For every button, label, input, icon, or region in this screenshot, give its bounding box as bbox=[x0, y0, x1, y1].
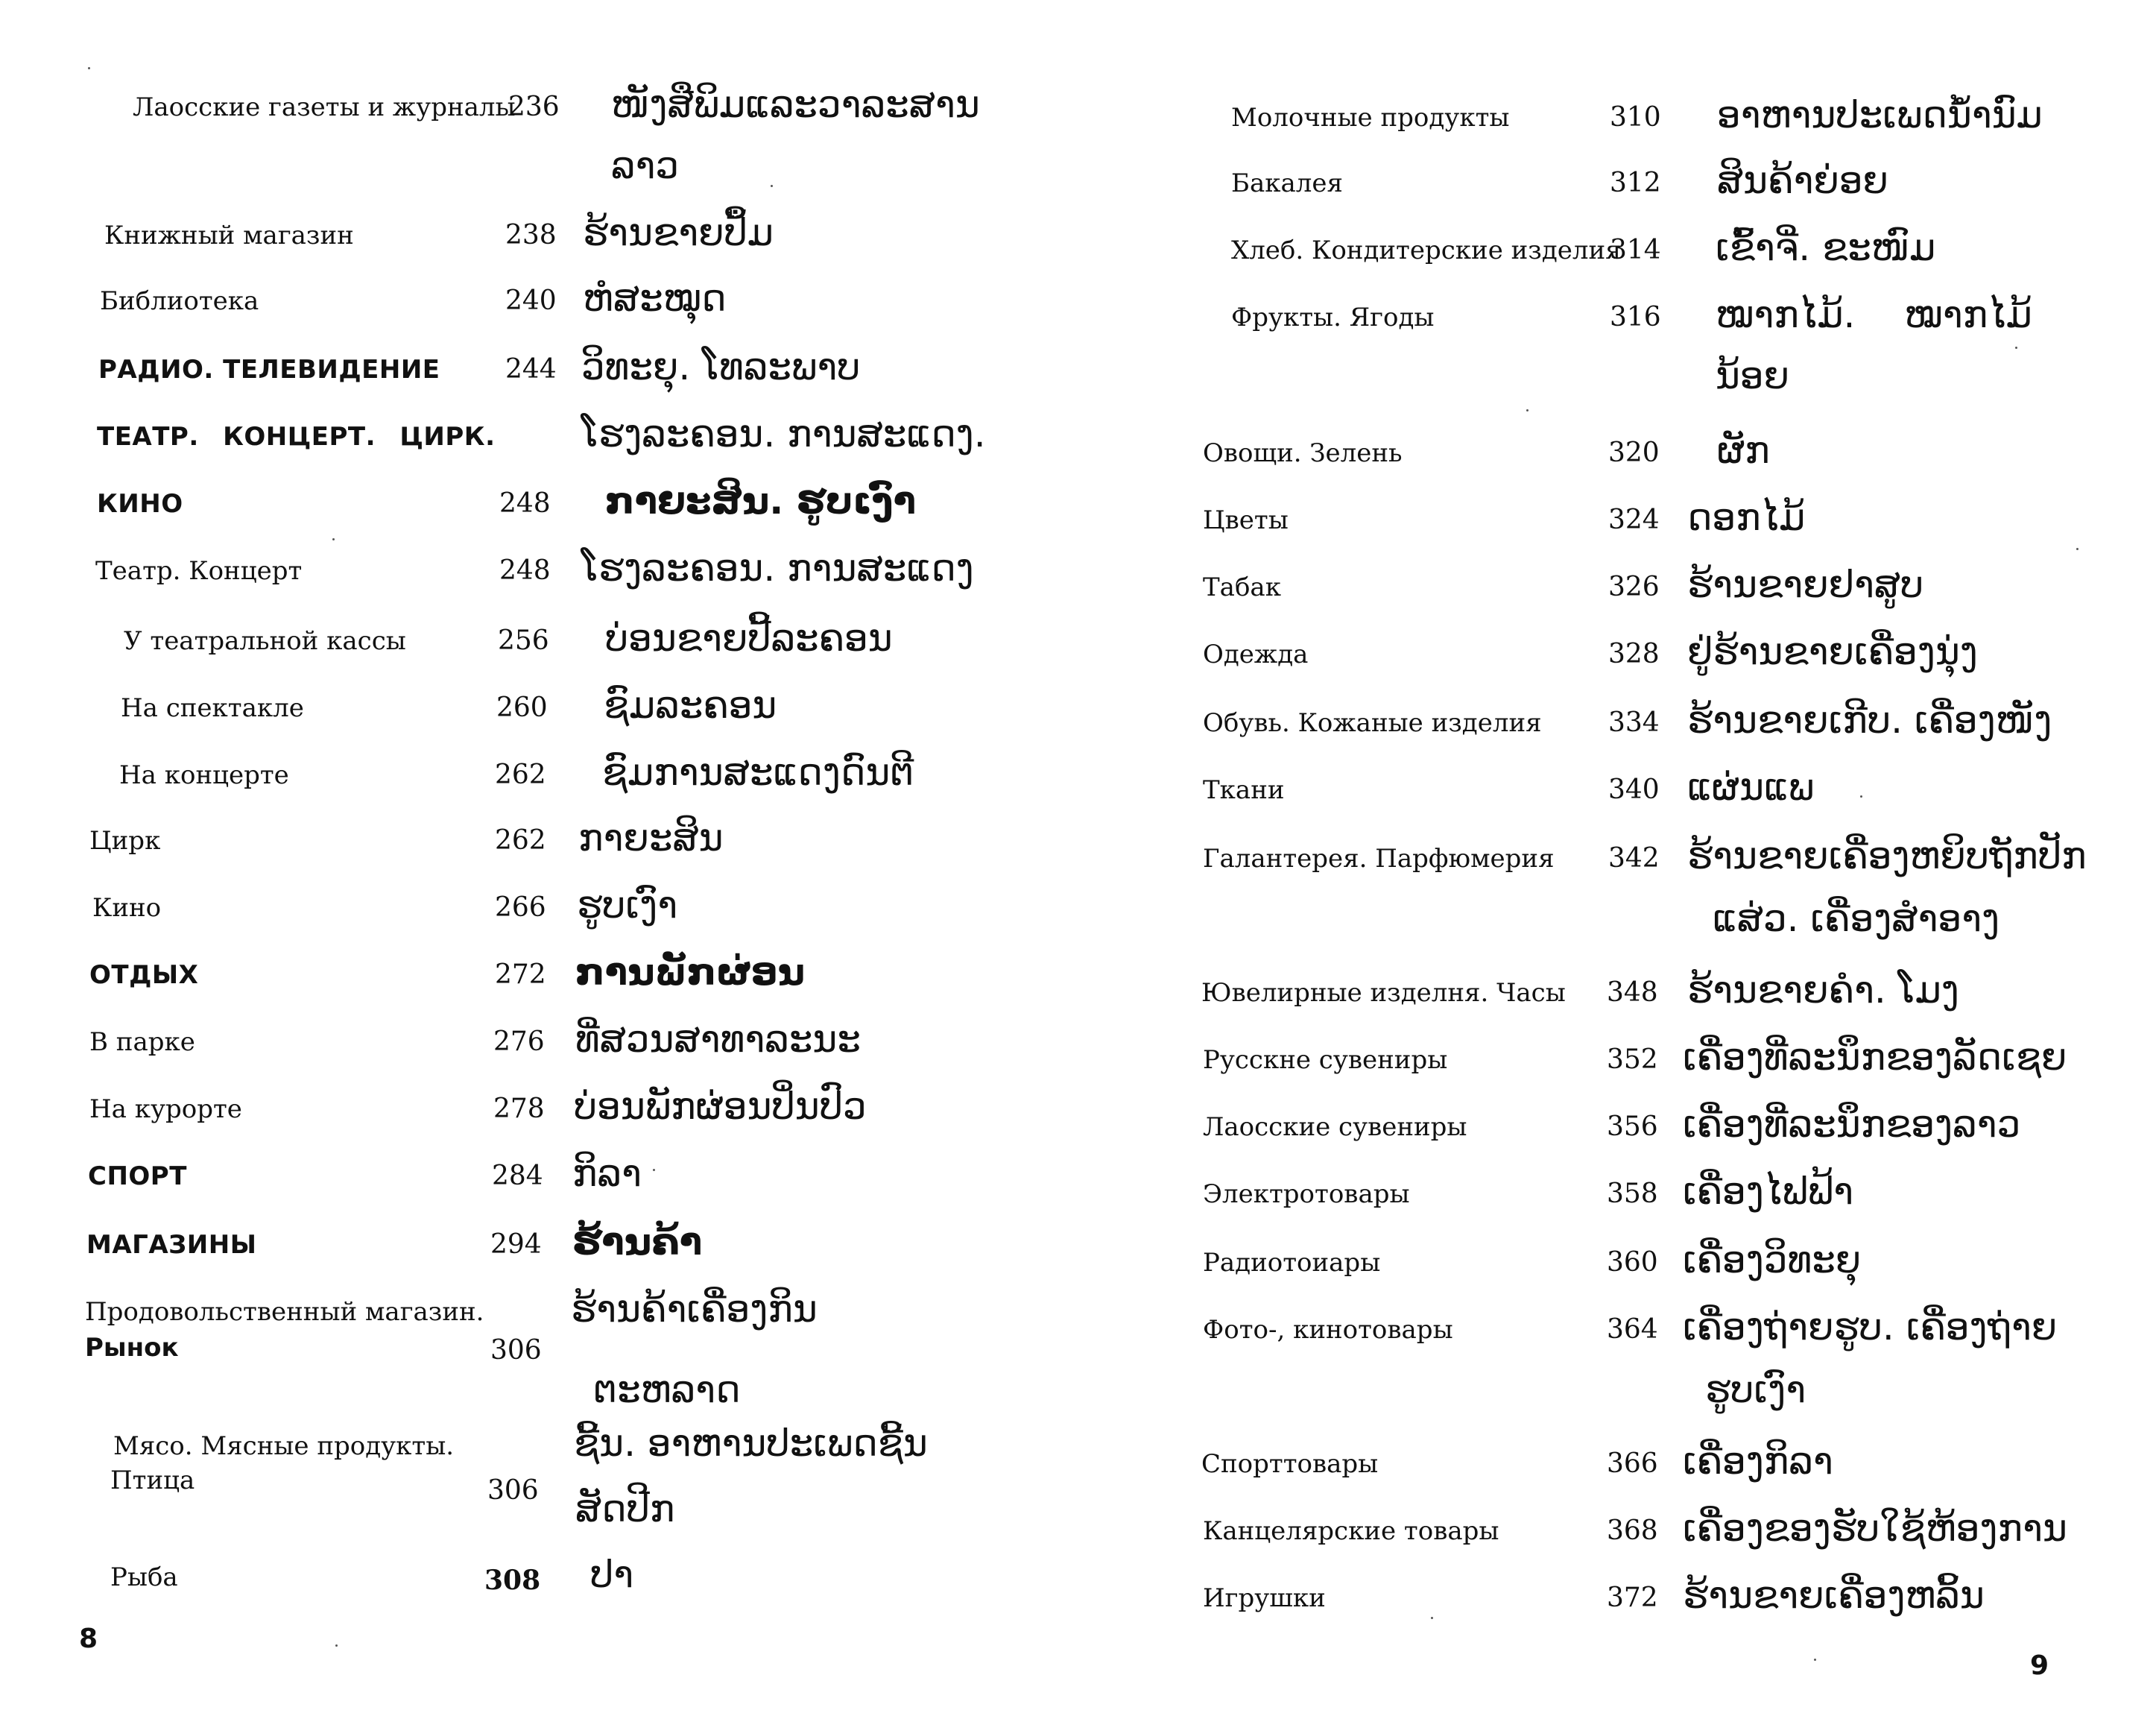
toc-entry bbox=[0, 1422, 1078, 1540]
entry-ru-title: Бакалея bbox=[1231, 168, 1343, 198]
entry-page-number: 306 bbox=[490, 1335, 542, 1366]
entry-page-number: 240 bbox=[505, 286, 557, 316]
entry-lao-title-cont: ຮູບເງົາ bbox=[1705, 1368, 1806, 1411]
entry-page-number: 236 bbox=[508, 92, 560, 122]
entry-lao-title: ຮ້ານຂາຍເຄື່ອງຫລິ້ນ bbox=[1683, 1574, 1985, 1617]
entry-lao-title-cont: ແສ່ວ. ເຄື່ອງສຳອາງ bbox=[1713, 897, 2000, 940]
entry-page-number: 314 bbox=[1610, 235, 1661, 265]
entry-ru-title-cont: Рынок bbox=[85, 1333, 179, 1363]
print-speck bbox=[332, 538, 335, 540]
entry-ru-title: Книжный магазин bbox=[104, 221, 354, 250]
toc-entry bbox=[0, 1152, 1078, 1226]
entry-ru-title: На концерте bbox=[119, 760, 289, 790]
entry-page-number: 356 bbox=[1607, 1111, 1658, 1142]
entry-lao-title: ກິລາ bbox=[572, 1152, 642, 1195]
entry-ru-title: Игрушки bbox=[1203, 1583, 1326, 1613]
print-speck bbox=[2015, 347, 2017, 349]
entry-page-number: 260 bbox=[496, 693, 548, 723]
entry-lao-title: ບ່ອນພັກຜ່ອນປິ່ນປົວ bbox=[574, 1085, 867, 1128]
entry-lao-title: ຜັກ bbox=[1717, 429, 1770, 472]
toc-entry bbox=[1078, 1439, 2156, 1513]
entry-lao-title: ກາຍະສິນ bbox=[578, 816, 724, 859]
entry-lao-title: ໂຮງລະຄອນ. ການສະແດງ. bbox=[581, 412, 986, 455]
entry-ru-title: Цветы bbox=[1203, 505, 1289, 535]
toc-entry bbox=[0, 751, 1078, 824]
entry-page-number: 342 bbox=[1608, 843, 1660, 874]
entry-ru-title: МАГАЗИНЫ bbox=[86, 1230, 257, 1260]
entry-ru-title: Библиотека bbox=[100, 286, 259, 316]
entry-ru-title: ТЕАТР. КОНЦЕРТ. ЦИРК. bbox=[97, 422, 496, 452]
entry-ru-title: Цирк bbox=[89, 826, 161, 856]
entry-lao-title: ຊົມລະຄອນ bbox=[604, 684, 777, 727]
entry-page-number: 266 bbox=[495, 892, 546, 923]
entry-ru-title: Рыба bbox=[110, 1562, 178, 1592]
entry-lao-title: ໂຮງລະຄອນ. ການສະແດງ bbox=[581, 546, 974, 590]
entry-lao-title: ຮ້ານຂາຍຄຳ. ໂມງ bbox=[1687, 968, 1959, 1012]
entry-page-number: 238 bbox=[505, 220, 557, 250]
toc-entry bbox=[0, 1553, 1078, 1627]
toc-entry bbox=[1078, 1103, 2156, 1176]
toc-entry bbox=[0, 816, 1078, 890]
entry-ru-title-cont: Птица bbox=[110, 1466, 195, 1495]
entry-page-number: 324 bbox=[1608, 505, 1660, 535]
toc-entry bbox=[0, 546, 1078, 620]
entry-ru-title: Русскне сувениры bbox=[1203, 1045, 1448, 1075]
entry-page-number: 312 bbox=[1610, 168, 1661, 198]
toc-entry bbox=[0, 211, 1078, 285]
entry-page-number: 244 bbox=[505, 354, 557, 385]
entry-lao-title: ໜັງສືພິມແລະວາລະສານ bbox=[611, 83, 980, 126]
entry-lao-title: ປາ bbox=[590, 1553, 634, 1596]
entry-lao-title: ຮ້ານຄ້າເຄື່ອງກິນ bbox=[571, 1287, 818, 1331]
entry-ru-title: В парке bbox=[89, 1027, 195, 1057]
entry-page-number: 294 bbox=[490, 1229, 542, 1260]
entry-page-number: 256 bbox=[498, 625, 549, 656]
entry-page-number: 328 bbox=[1608, 639, 1660, 669]
entry-ru-title: РАДИО. ТЕЛЕВИДЕНИЕ bbox=[98, 355, 440, 385]
entry-lao-title: ຮ້ານຂາຍປຶ້ມ bbox=[583, 211, 774, 254]
entry-lao-title: ດອກໄມ້ bbox=[1687, 496, 1806, 539]
entry-lao-title-cont: ລາວ bbox=[611, 144, 680, 187]
entry-page-number: 358 bbox=[1607, 1179, 1658, 1209]
toc-entry bbox=[0, 1287, 1078, 1411]
toc-entry bbox=[0, 479, 1078, 553]
entry-ru-title: На спектакле bbox=[121, 693, 304, 723]
toc-entry bbox=[1078, 1507, 2156, 1580]
toc-entry bbox=[0, 83, 1078, 187]
print-speck bbox=[1814, 1659, 1816, 1661]
entry-page-number: 308 bbox=[484, 1565, 541, 1596]
entry-page-number: 272 bbox=[495, 959, 546, 990]
entry-page-number: 372 bbox=[1607, 1583, 1658, 1613]
toc-entry bbox=[0, 950, 1078, 1024]
entry-page-number: 334 bbox=[1608, 707, 1660, 738]
entry-page-number: 248 bbox=[499, 488, 551, 519]
entry-page-number: 306 bbox=[487, 1475, 539, 1506]
entry-lao-title: ອາຫານປະເພດນ້ຳນົມ bbox=[1717, 93, 2043, 136]
entry-ru-title: Лаосские газеты и журналы bbox=[133, 92, 516, 122]
entry-lao-title: ຮູບເງົາ bbox=[577, 883, 678, 927]
toc-entry bbox=[1078, 698, 2156, 772]
entry-page-number: 276 bbox=[493, 1026, 545, 1057]
entry-lao-title: ຫໍສະໝຸດ bbox=[583, 277, 727, 320]
entry-page-number: 278 bbox=[493, 1094, 545, 1124]
entry-ru-title: Хлеб. Кондитерские изделия bbox=[1231, 236, 1622, 265]
print-speck bbox=[771, 185, 773, 187]
page-number-right: 9 bbox=[2030, 1650, 2049, 1681]
entry-ru-title: СПОРТ bbox=[88, 1161, 187, 1191]
entry-ru-title: Обувь. Кожаные изделия bbox=[1203, 708, 1542, 738]
entry-lao-title-cont: ຕະຫລາດ bbox=[593, 1368, 741, 1411]
toc-entry bbox=[1078, 1035, 2156, 1109]
entry-ru-title: Спорттовары bbox=[1201, 1449, 1379, 1479]
entry-lao-title: ການພັກຜ່ອນ bbox=[575, 950, 806, 994]
entry-page-number: 340 bbox=[1608, 775, 1660, 805]
print-speck bbox=[1526, 409, 1529, 411]
toc-entry bbox=[1078, 563, 2156, 637]
entry-ru-title: Ткани bbox=[1203, 775, 1285, 805]
entry-lao-title-cont: ສັດປີກ bbox=[575, 1487, 675, 1530]
entry-ru-title: Театр. Концерт bbox=[95, 556, 303, 586]
entry-page-number: 262 bbox=[495, 825, 546, 856]
toc-entry bbox=[0, 1085, 1078, 1158]
toc-entry bbox=[1078, 630, 2156, 704]
toc-entry bbox=[1078, 293, 2156, 404]
toc-entry bbox=[1078, 1574, 2156, 1647]
toc-entry bbox=[0, 1018, 1078, 1091]
entry-page-number: 366 bbox=[1607, 1448, 1658, 1479]
entry-lao-title-cont: ນ້ອຍ bbox=[1716, 354, 1789, 397]
toc-entry bbox=[0, 345, 1078, 419]
entry-lao-title: ວິທະຍຸ. ໂທລະພາບ bbox=[581, 345, 861, 388]
entry-ru-title: ОТДЫХ bbox=[89, 960, 199, 990]
entry-ru-title: Фото-, кинотовары bbox=[1203, 1315, 1453, 1345]
entry-ru-title: Радиотоиары bbox=[1203, 1248, 1381, 1278]
entry-page-number: 360 bbox=[1607, 1247, 1658, 1278]
entry-page-number: 364 bbox=[1607, 1314, 1658, 1345]
toc-entry bbox=[0, 412, 1078, 486]
entry-lao-title: ຮ້ານຄ້າ bbox=[572, 1220, 703, 1264]
toc-entry bbox=[0, 883, 1078, 957]
print-speck bbox=[335, 1644, 338, 1647]
entry-ru-title: Продовольственный магазин. bbox=[85, 1297, 484, 1327]
entry-lao-title: ເຂົ້າຈີ່. ຂະໜົມ bbox=[1716, 226, 1936, 269]
entry-ru-title: Фрукты. Ягоды bbox=[1231, 303, 1435, 332]
entry-ru-title: Ювелирные изделня. Часы bbox=[1201, 978, 1566, 1008]
entry-lao-title: ຊົມການສະແດງດົນຕີ bbox=[602, 751, 914, 794]
page-number-left: 8 bbox=[79, 1624, 98, 1654]
print-speck bbox=[1860, 795, 1862, 798]
entry-lao-title: ແຜ່ນແພ bbox=[1687, 766, 1815, 809]
entry-ru-title: Канцелярские товары bbox=[1203, 1516, 1499, 1546]
entry-page-number: 368 bbox=[1607, 1515, 1658, 1546]
entry-lao-title: ຊີ້ນ. ອາຫານປະເພດຊີ້ນ bbox=[574, 1422, 928, 1465]
print-speck bbox=[88, 67, 90, 69]
entry-lao-title: ເຄື່ອງວິທະຍຸ bbox=[1683, 1238, 1862, 1281]
entry-ru-title: Табак bbox=[1203, 572, 1281, 602]
toc-entry bbox=[1078, 1170, 2156, 1243]
entry-ru-title: Мясо. Мясные продукты. bbox=[113, 1431, 455, 1461]
entry-ru-title: Одежда bbox=[1203, 640, 1309, 669]
entry-lao-title: ເຄື່ອງກິລາ bbox=[1683, 1439, 1833, 1483]
entry-lao-title: ສິນຄ້າຍ່ອຍ bbox=[1717, 159, 1888, 202]
entry-lao-title: ຮ້ານຂາຍເກີບ. ເຄື່ອງໜັງ bbox=[1687, 698, 2052, 742]
toc-entry bbox=[1078, 496, 2156, 570]
entry-page-number: 310 bbox=[1610, 102, 1661, 133]
entry-page-number: 348 bbox=[1607, 977, 1658, 1008]
entry-page-number: 326 bbox=[1608, 572, 1660, 602]
print-speck bbox=[653, 1169, 655, 1171]
toc-entry bbox=[0, 1220, 1078, 1294]
entry-lao-title: ບ່ອນຂາຍປີ້ລະຄອນ bbox=[605, 616, 893, 660]
toc-entry bbox=[0, 684, 1078, 757]
toc-entry bbox=[1078, 1305, 2156, 1424]
entry-lao-title: ເຄື່ອງທີ່ລະນຶກຂອງລາວ bbox=[1683, 1103, 2021, 1146]
toc-entry bbox=[1078, 159, 2156, 233]
entry-lao-title: ຮ້ານຂາຍເຄື່ອງຫຍິບຖັກປັກ bbox=[1687, 834, 2087, 877]
entry-ru-title: Кино bbox=[92, 893, 162, 923]
entry-page-number: 262 bbox=[495, 760, 546, 790]
print-speck bbox=[1431, 1617, 1433, 1619]
toc-entry bbox=[1078, 766, 2156, 839]
entry-page-number: 284 bbox=[492, 1161, 543, 1191]
toc-entry bbox=[1078, 93, 2156, 167]
entry-ru-title: Электротовары bbox=[1203, 1179, 1410, 1209]
entry-ru-title: Овощи. Зелень bbox=[1203, 438, 1403, 468]
right-page bbox=[1078, 0, 2156, 1716]
entry-lao-title: ທີ່ສວນສາທາລະນະ bbox=[575, 1018, 861, 1061]
entry-lao-title: ເຄື່ອງຂອງຮັບໃຊ້ຫ້ອງການ bbox=[1683, 1507, 2067, 1550]
entry-lao-title: ເຄື່ອງທີ່ລະນຶກຂອງລັດເຊຍ bbox=[1683, 1035, 2067, 1079]
entry-lao-title: ເຄື່ອງໄຟຟ້າ bbox=[1683, 1170, 1854, 1213]
print-speck bbox=[2076, 548, 2078, 550]
toc-entry bbox=[1078, 1238, 2156, 1312]
entry-page-number: 320 bbox=[1608, 438, 1660, 468]
entry-ru-title: Галантерея. Парфюмерия bbox=[1203, 844, 1555, 874]
entry-lao-title: ຢູ່ຮ້ານຂາຍເຄື່ອງນຸ່ງ bbox=[1687, 630, 1978, 673]
toc-entry bbox=[0, 616, 1078, 690]
toc-entry bbox=[0, 277, 1078, 350]
toc-entry bbox=[1078, 429, 2156, 502]
entry-ru-title: КИНО bbox=[97, 489, 183, 519]
toc-entry bbox=[1078, 968, 2156, 1042]
toc-entry bbox=[1078, 834, 2156, 953]
entry-lao-title: ກາຍະສິນ. ຮູບເງົາ bbox=[605, 479, 916, 523]
entry-ru-title: Лаосские сувениры bbox=[1203, 1112, 1467, 1142]
entry-page-number: 316 bbox=[1610, 302, 1661, 332]
entry-ru-title: Молочные продукты bbox=[1231, 103, 1510, 133]
entry-lao-title: ຮ້ານຂາຍຢາສູບ bbox=[1687, 563, 1924, 606]
entry-ru-title: На курорте bbox=[89, 1094, 242, 1124]
toc-entry bbox=[1078, 226, 2156, 300]
entry-page-number: 352 bbox=[1607, 1044, 1658, 1075]
entry-page-number: 248 bbox=[499, 555, 551, 586]
entry-lao-title: ເຄື່ອງຖ່າຍຮູບ. ເຄື່ອງຖ່າຍ bbox=[1683, 1305, 2058, 1348]
entry-lao-title: ໝາກໄມ້. ໝາກໄມ້ bbox=[1716, 293, 2032, 336]
entry-ru-title: У театральной кассы bbox=[124, 626, 406, 656]
